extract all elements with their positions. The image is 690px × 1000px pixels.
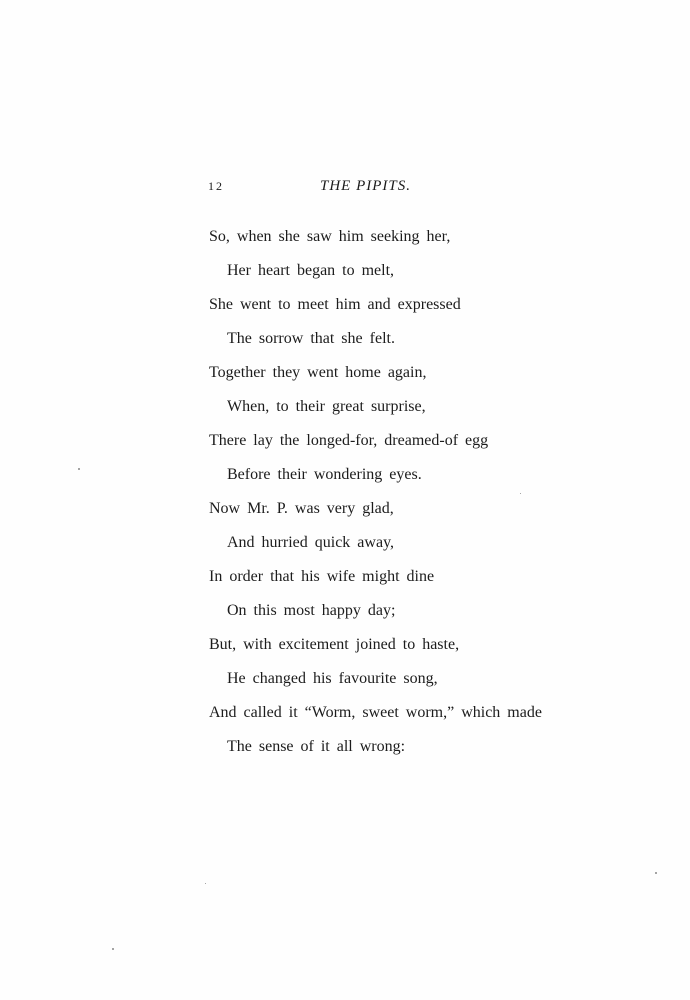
poem-line: The sense of it all wrong:: [227, 738, 406, 755]
page-header: [208, 176, 484, 200]
poem-line: In order that his wife might dine: [209, 568, 435, 585]
poem-line: Together they went home again,: [209, 364, 427, 381]
paper-speck: [112, 948, 114, 950]
poem-line: When, to their great surprise,: [227, 398, 426, 415]
poem-line: Before their wondering eyes.: [227, 466, 422, 483]
page-number: 12: [208, 179, 224, 193]
poem-line: Her heart began to melt,: [227, 262, 395, 279]
poem-line: And hurried quick away,: [227, 534, 395, 551]
paper-speck: [78, 468, 80, 470]
poem-line: On this most happy day;: [227, 602, 396, 619]
poem-line: Now Mr. P. was very glad,: [209, 500, 394, 517]
poem: [209, 224, 589, 768]
paper-speck: [520, 493, 521, 494]
poem-line: And called it “Worm, sweet worm,” which made: [209, 704, 542, 721]
poem-line: There lay the longed-for, dreamed-of egg: [209, 432, 489, 449]
poem-line: He changed his favourite song,: [227, 670, 438, 687]
paper-speck: [655, 872, 657, 874]
poem-line: But, with excitement joined to haste,: [209, 636, 460, 653]
poem-line: The sorrow that she felt.: [227, 330, 395, 347]
poem-line: She went to meet him and expressed: [209, 296, 461, 313]
paper-speck: [205, 883, 206, 884]
running-title: THE PIPITS.: [320, 178, 411, 194]
poem-line: So, when she saw him seeking her,: [209, 228, 451, 245]
